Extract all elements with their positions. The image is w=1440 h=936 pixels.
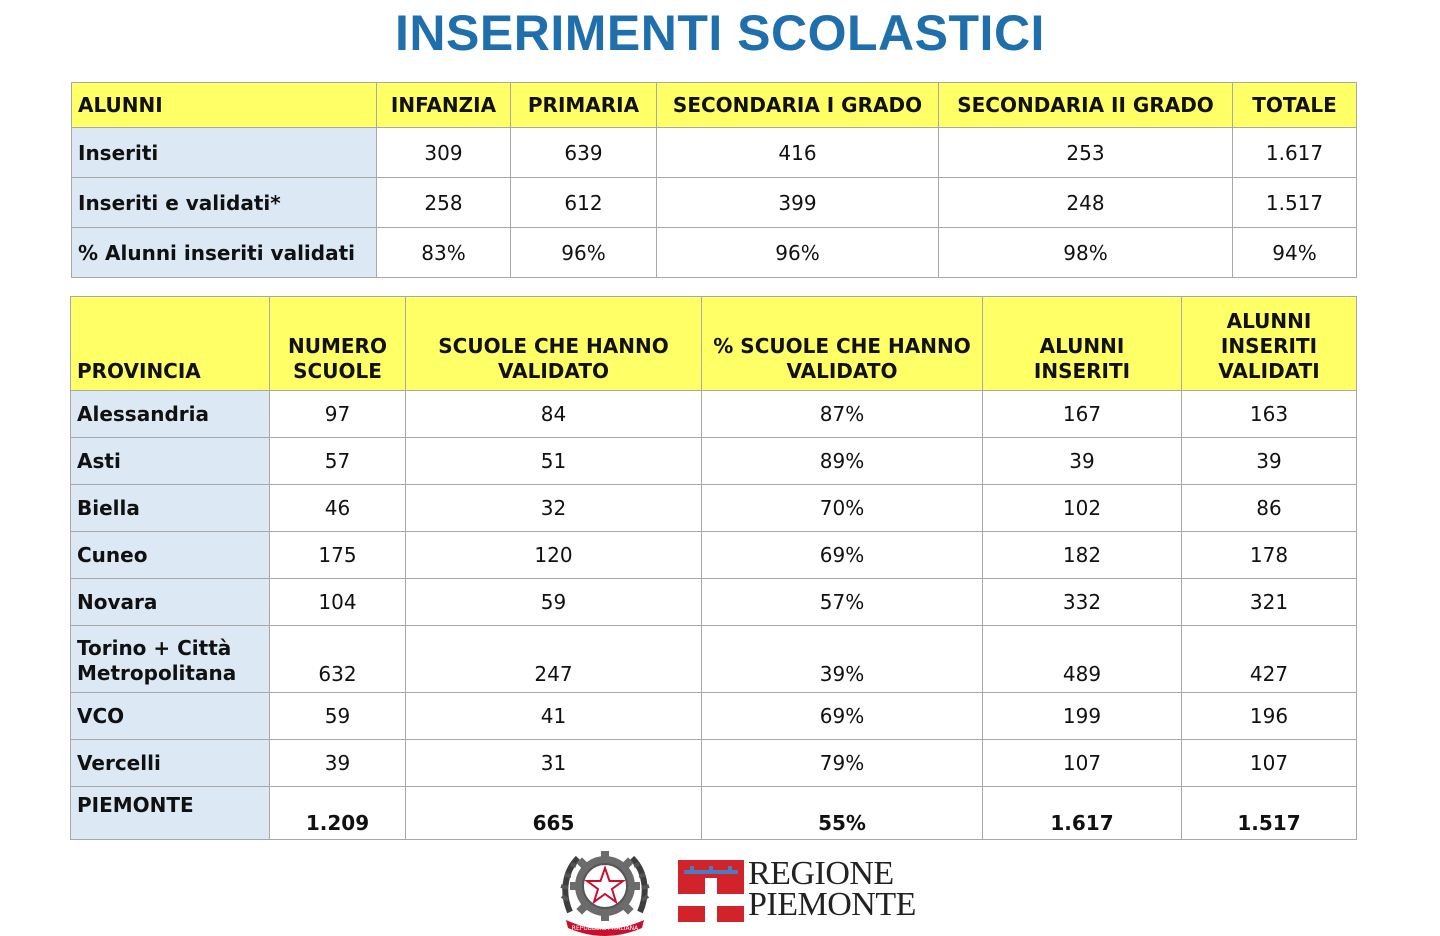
piemonte-flag-icon — [678, 860, 744, 922]
table-cell: 248 — [939, 178, 1233, 228]
table-cell: 39 — [1182, 438, 1357, 485]
table-row — [71, 485, 1357, 532]
table-cell: 104 — [270, 579, 406, 626]
table-cell: 1.209 — [270, 787, 406, 840]
table-cell: 51 — [406, 438, 702, 485]
row-label: Alessandria — [71, 391, 270, 438]
header-alunni: ALUNNI — [72, 83, 377, 128]
row-label: % Alunni inseriti validati — [72, 228, 377, 278]
table-cell: 70% — [702, 485, 983, 532]
table-cell: 1.517 — [1182, 787, 1357, 840]
table-row — [71, 626, 1357, 693]
table-cell: 84 — [406, 391, 702, 438]
header-provincia: PROVINCIA — [71, 297, 270, 391]
table-cell: 1.617 — [1233, 128, 1357, 178]
table-cell: 39 — [983, 438, 1182, 485]
regione-line1: REGIONE — [748, 855, 894, 892]
table-cell: 247 — [406, 626, 702, 693]
table-row — [71, 391, 1357, 438]
row-label: Vercelli — [71, 740, 270, 787]
header-numero-scuole: NUMERO SCUOLE — [270, 297, 406, 391]
row-label: Biella — [71, 485, 270, 532]
table-row — [71, 579, 1357, 626]
table-cell: 321 — [1182, 579, 1357, 626]
table-cell: 175 — [270, 532, 406, 579]
alunni-summary-table — [71, 82, 1357, 278]
table-cell: 79% — [702, 740, 983, 787]
header-totale: TOTALE — [1233, 83, 1357, 128]
table-cell: 69% — [702, 693, 983, 740]
row-label: Inseriti e validati* — [72, 178, 377, 228]
table-cell: 69% — [702, 532, 983, 579]
table-cell: 39 — [270, 740, 406, 787]
table-cell: 86 — [1182, 485, 1357, 532]
table-cell: 107 — [1182, 740, 1357, 787]
table-cell: 665 — [406, 787, 702, 840]
table-cell: 96% — [657, 228, 939, 278]
table-header-row — [72, 83, 1357, 128]
table-cell: 199 — [983, 693, 1182, 740]
header-alunni-inseriti: ALUNNI INSERITI — [983, 297, 1182, 391]
page-title: INSERIMENTI SCOLASTICI — [395, 5, 1045, 61]
table-cell: 178 — [1182, 532, 1357, 579]
table-cell: 182 — [983, 532, 1182, 579]
table-row — [71, 532, 1357, 579]
regione-piemonte-logo-text — [748, 855, 916, 923]
header-percent-scuole-validato: % SCUOLE CHE HANNO VALIDATO — [702, 297, 983, 391]
table-row — [71, 740, 1357, 787]
table-cell: 55% — [702, 787, 983, 840]
row-label: Novara — [71, 579, 270, 626]
footer-logos — [0, 842, 1440, 936]
table-cell: 83% — [377, 228, 511, 278]
table-row — [72, 128, 1357, 178]
table-row — [71, 438, 1357, 485]
table-cell: 639 — [511, 128, 657, 178]
table-cell: 258 — [377, 178, 511, 228]
table-cell: 102 — [983, 485, 1182, 532]
provincia-table — [70, 296, 1357, 840]
table-cell: 416 — [657, 128, 939, 178]
table-cell: 41 — [406, 693, 702, 740]
table-header-row — [71, 297, 1357, 391]
table-cell: 163 — [1182, 391, 1357, 438]
header-secondaria-ii-grado: SECONDARIA II GRADO — [939, 83, 1233, 128]
table-cell: 1.617 — [983, 787, 1182, 840]
table-cell: 399 — [657, 178, 939, 228]
table-cell: 59 — [270, 693, 406, 740]
row-label: PIEMONTE — [71, 787, 270, 840]
row-label: Torino + Città Metropolitana — [71, 626, 270, 693]
table-cell: 57 — [270, 438, 406, 485]
table-row — [71, 693, 1357, 740]
table-cell: 87% — [702, 391, 983, 438]
table-cell: 32 — [406, 485, 702, 532]
header-infanzia: INFANZIA — [377, 83, 511, 128]
table-cell: 489 — [983, 626, 1182, 693]
table-cell: 39% — [702, 626, 983, 693]
table-cell: 120 — [406, 532, 702, 579]
table-cell: 1.517 — [1233, 178, 1357, 228]
regione-line2: PIEMONTE — [748, 886, 916, 923]
table-cell: 96% — [511, 228, 657, 278]
table-cell: 97 — [270, 391, 406, 438]
table-cell: 196 — [1182, 693, 1357, 740]
emblem-ribbon-text: REPUBBLICA ITALIANA — [571, 925, 639, 932]
table-cell: 253 — [939, 128, 1233, 178]
table-row — [72, 178, 1357, 228]
header-secondaria-i-grado: SECONDARIA I GRADO — [657, 83, 939, 128]
table-cell: 31 — [406, 740, 702, 787]
italian-republic-emblem-icon — [558, 842, 652, 936]
header-primaria: PRIMARIA — [511, 83, 657, 128]
row-label: Asti — [71, 438, 270, 485]
table-cell: 167 — [983, 391, 1182, 438]
table-cell: 94% — [1233, 228, 1357, 278]
header-scuole-validato: SCUOLE CHE HANNO VALIDATO — [406, 297, 702, 391]
row-label: Inseriti — [72, 128, 377, 178]
table-cell: 107 — [983, 740, 1182, 787]
table-cell: 98% — [939, 228, 1233, 278]
total-row — [71, 787, 1357, 840]
table-cell: 632 — [270, 626, 406, 693]
table-row — [72, 228, 1357, 278]
row-label: VCO — [71, 693, 270, 740]
header-alunni-inseriti-validati: ALUNNI INSERITI VALIDATI — [1182, 297, 1357, 391]
table-cell: 59 — [406, 579, 702, 626]
table-cell: 57% — [702, 579, 983, 626]
table-cell: 612 — [511, 178, 657, 228]
table-cell: 46 — [270, 485, 406, 532]
table-cell: 309 — [377, 128, 511, 178]
table-cell: 427 — [1182, 626, 1357, 693]
row-label: Cuneo — [71, 532, 270, 579]
table-cell: 332 — [983, 579, 1182, 626]
table-cell: 89% — [702, 438, 983, 485]
